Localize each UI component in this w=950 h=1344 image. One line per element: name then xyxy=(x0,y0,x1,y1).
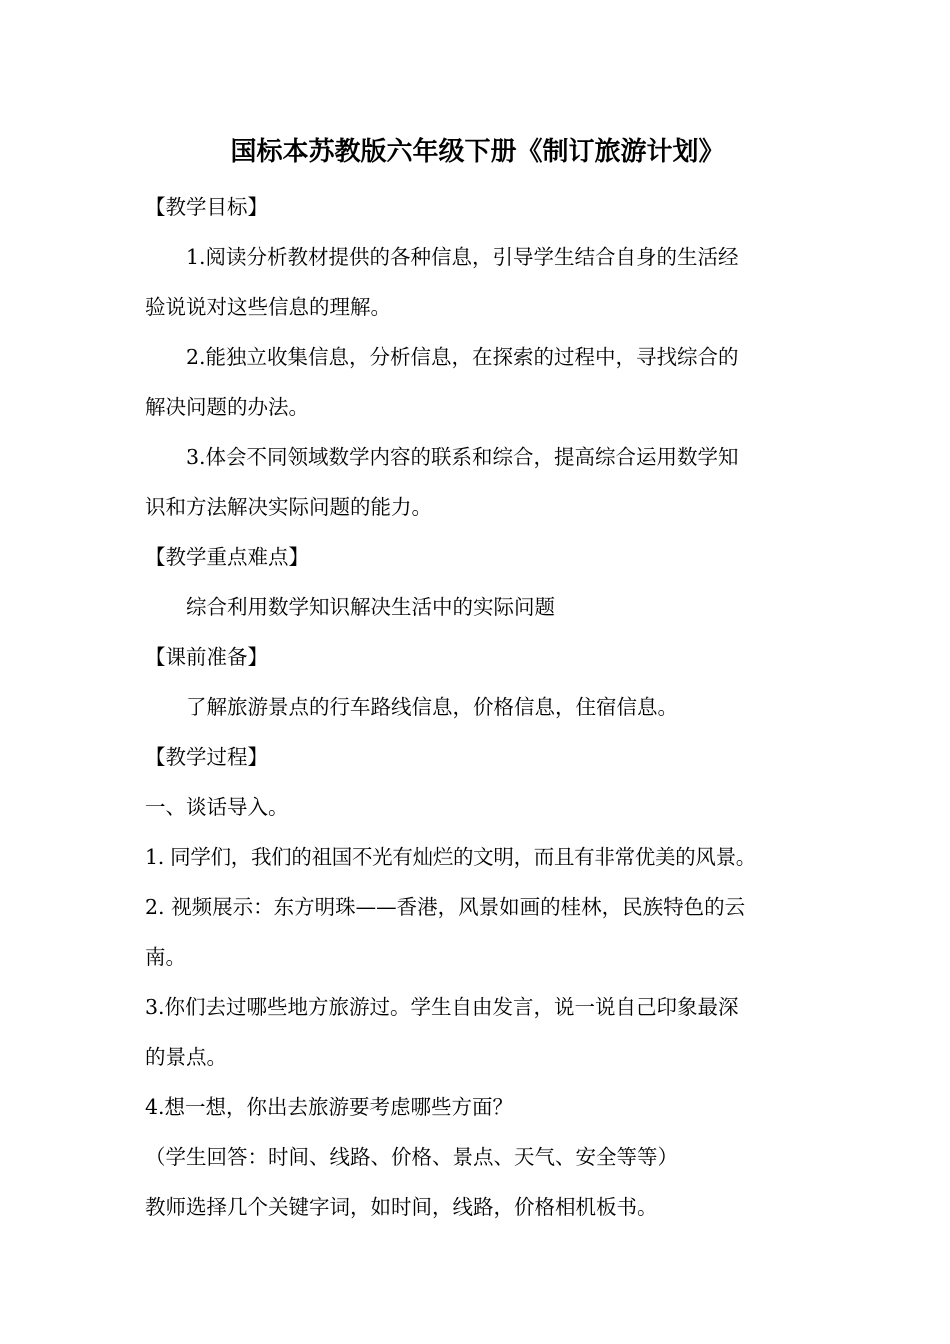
document-title: 国标本苏教版六年级下册《制订旅游计划》 xyxy=(230,137,725,167)
process-item-3-line-1: 3.你们去过哪些地方旅游过。学生自由发言，说一说自己印象最深 xyxy=(145,995,739,1019)
objective-2-line-1: 2.能独立收集信息，分析信息，在探索的过程中，寻找综合的 xyxy=(186,345,739,369)
student-answer-note: （学生回答：时间、线路、价格、景点、天气、安全等等） xyxy=(145,1145,678,1169)
process-item-1: 1. 同学们，我们的祖国不光有灿烂的文明，而且有非常优美的风景。 xyxy=(145,845,756,869)
preparation-text: 了解旅游景点的行车路线信息，价格信息，住宿信息。 xyxy=(186,695,678,719)
section-heading-preparation: 【课前准备】 xyxy=(145,645,268,669)
document-page xyxy=(145,128,810,1232)
process-item-2-line-2: 南。 xyxy=(145,945,186,969)
objective-2-line-2: 解决问题的办法。 xyxy=(145,395,309,419)
section-heading-objectives: 【教学目标】 xyxy=(145,195,268,219)
section-heading-key-points: 【教学重点难点】 xyxy=(145,545,309,569)
section-heading-process: 【教学过程】 xyxy=(145,745,268,769)
process-step-heading: 一、谈话导入。 xyxy=(145,795,289,819)
objective-3-line-2: 识和方法解决实际问题的能力。 xyxy=(145,495,432,519)
objective-3-line-1: 3.体会不同领域数学内容的联系和综合，提高综合运用数学知 xyxy=(186,445,739,469)
objective-1-line-2: 验说说对这些信息的理解。 xyxy=(145,295,391,319)
key-points-text: 综合利用数学知识解决生活中的实际问题 xyxy=(186,595,555,619)
objective-1-line-1: 1.阅读分析教材提供的各种信息，引导学生结合自身的生活经 xyxy=(186,245,739,269)
process-item-4: 4.想一想，你出去旅游要考虑哪些方面？ xyxy=(145,1095,514,1119)
process-item-2-line-1: 2. 视频展示：东方明珠——香港，风景如画的桂林，民族特色的云 xyxy=(145,895,746,919)
process-item-3-line-2: 的景点。 xyxy=(145,1045,227,1069)
teacher-note: 教师选择几个关键字词，如时间，线路，价格相机板书。 xyxy=(145,1195,658,1219)
